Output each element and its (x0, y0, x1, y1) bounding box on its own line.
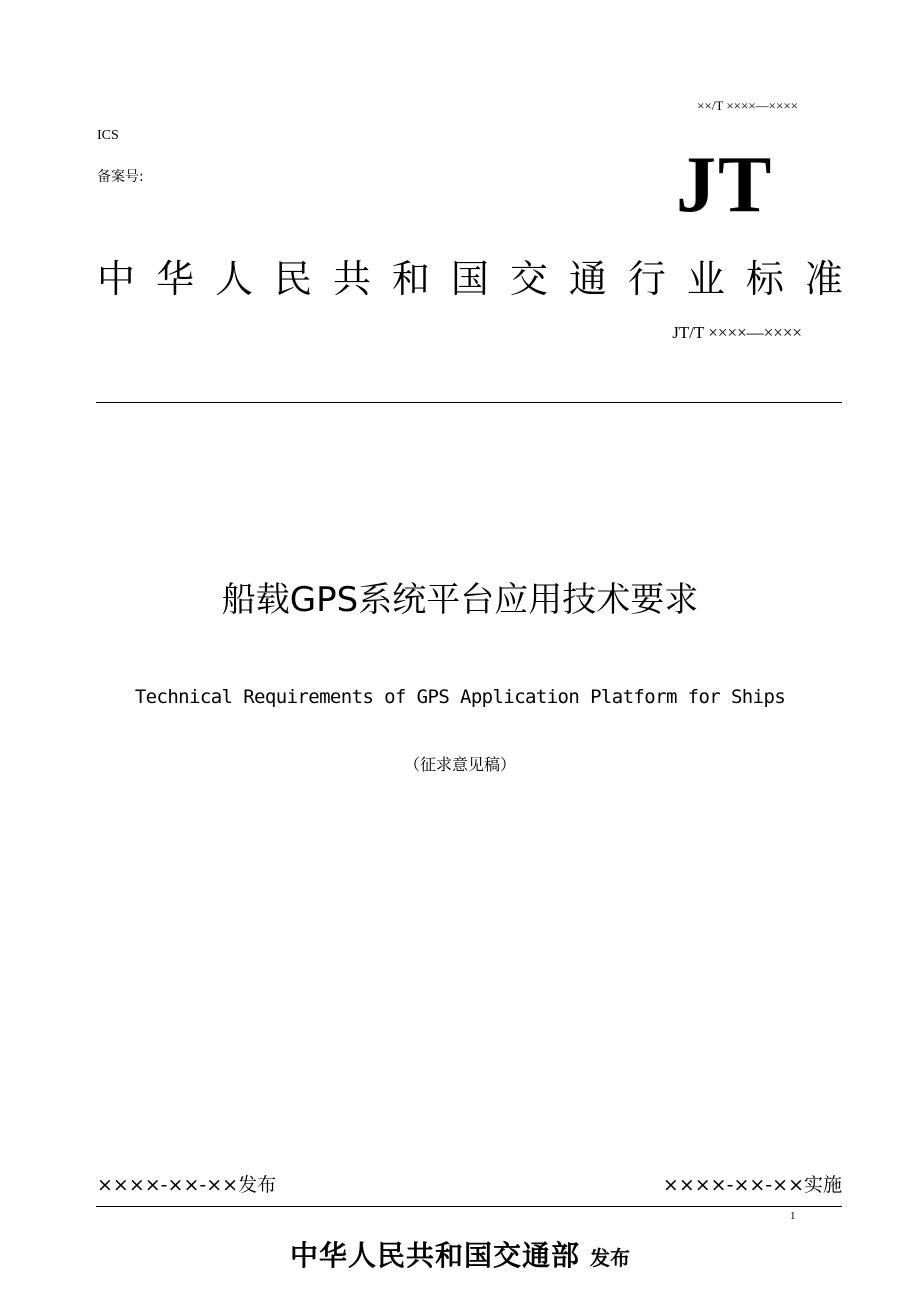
issuer-action: 发布 (590, 1246, 630, 1270)
issuer-name: 中华人民共和国交通部 (289, 1239, 580, 1272)
publish-date: ××××-××-××发布 (97, 1174, 277, 1196)
standard-category-title (97, 248, 843, 303)
filing-number-label: 备案号: (97, 169, 144, 185)
document-title: 船载GPS系统平台应用技术要求 (221, 580, 699, 620)
header-divider (96, 402, 842, 403)
title-char: 人 (214, 257, 253, 301)
ics-label: ICS (97, 128, 119, 143)
page-number: 1 (790, 1210, 796, 1222)
top-standard-code: ××/T ××××—×××× (697, 98, 798, 113)
title-char: 民 (273, 257, 312, 301)
effective-date: ××××-××-××实施 (662, 1174, 842, 1196)
footer-divider (96, 1206, 842, 1207)
title-char: 标 (745, 257, 784, 301)
document-subtitle-english: Technical Requirements of GPS Application Platform for Ships (134, 686, 786, 708)
title-char: 和 (391, 257, 430, 301)
title-char: 华 (155, 257, 194, 301)
title-char: 共 (332, 257, 371, 301)
title-char: 中 (97, 257, 136, 301)
title-char: 通 (568, 257, 607, 301)
title-char: 准 (804, 257, 843, 301)
title-char: 国 (450, 257, 489, 301)
jt-logo: JT (676, 141, 774, 229)
standard-code: JT/T ××××—×××× (672, 323, 802, 342)
title-char: 交 (509, 257, 548, 301)
title-char: 行 (627, 257, 666, 301)
issuer-line (0, 1234, 920, 1274)
document-status: （征求意见稿） (403, 755, 516, 774)
title-char: 业 (686, 257, 725, 301)
